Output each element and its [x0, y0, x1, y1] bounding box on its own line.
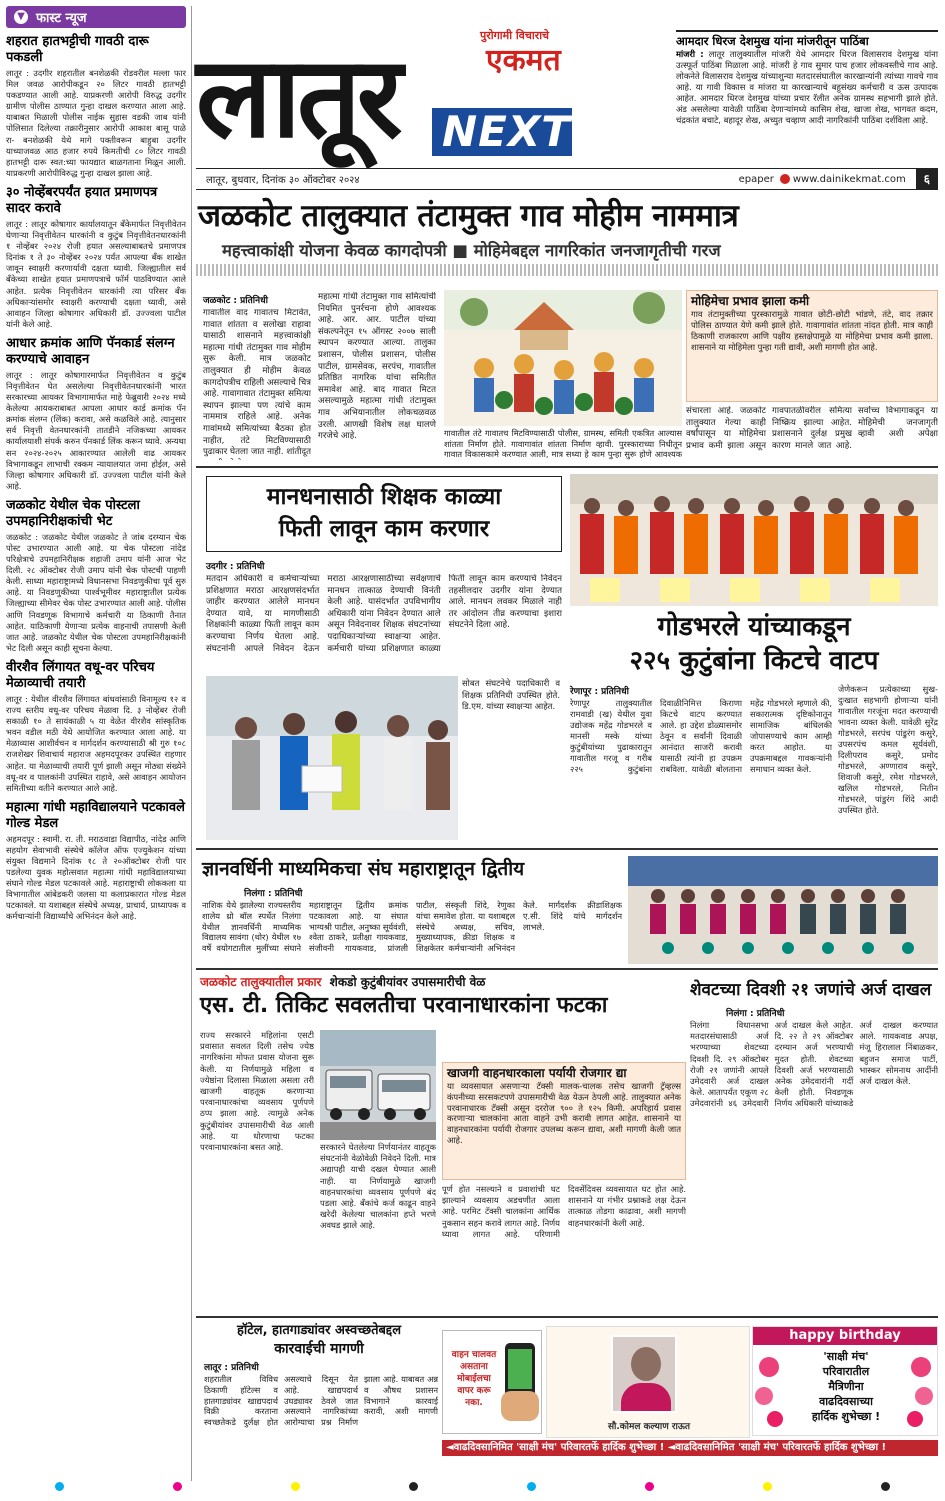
school-byline: निलंगा : प्रतिनिधी — [244, 889, 303, 899]
st-kicker-rest: शेकडो कुटुंबीयांवर उपासमारीची वेळ — [329, 975, 486, 989]
dateline: लातूर, बुधवार, दिनांक ३० ऑक्टोबर २०२४ — [206, 175, 360, 186]
group-photo — [206, 676, 458, 840]
section-rule — [196, 466, 938, 468]
hotel-headline-line1: हॉटेल, हातगाड्यांवर अस्वच्छतेबद्दल — [236, 1323, 402, 1338]
vehicles-photo — [320, 1030, 436, 1140]
kit-headline — [570, 610, 938, 678]
down-arrow-icon: ▼ — [14, 10, 28, 24]
sidebar-item-body: लातूर : लातूर कोषागार कार्यालयातून बँकेमार्फत निवृत्तीवेतन घेणाऱ्या निवृत्तीवेतन धारकांनी व कुटुंब निवृत्तीवेतनधारकांनी १ नोव्हेंबर २०२४ रोजी हयात असल्याबाबतचे प्रमाणपत्र दिनांक १ ते ३० नोव्हेंबर २०२४ पर्यंत आपल्या बँक शाखेत जावून स्वाक्षरी करणार्यावी दक्षता घ्यावी. जिल्ह्यातील सर्व बँकेच्या शाखेत हयात प्रमाणपत्राचे फॉर्म पाठविण्यात आले आहेत. प्रत्येक निवृत्तीवेतन धारकांनी त्या परिसर बँक अधिकाऱ्यांसमोर स्वाक्षरी करण्याची दक्षता घ्यावी, असे आवाहन जिल्हा कोषागार अधिकारी डॉ. उज्ज्वला पाटील यांनी केले आहे. — [6, 218, 186, 329]
lead-side-box — [686, 290, 938, 402]
masthead-next: NEXT — [432, 108, 572, 156]
page-number: ६ — [916, 169, 938, 189]
st-kicker-red: जळकोट तालुक्यातील प्रकार — [200, 975, 322, 989]
hotel-byline: लातूर : प्रतिनिधी — [204, 1363, 259, 1373]
lead-column-right: संचारला आहे. जळकोट तालुक्यात गेल्या काही वर्षांपासून या मोहिमेचा प्रभाव कमी झाला असून गावपातळीवरील समित्या निष्क्रिय झाल्या आहेत. प्रशासनाने दुर्लक्ष प्रमुख कारण मानले जात आहे. सर्वोच्च विभागाकडून या मोहिमेची जनजागृती व्हावी अशी अपेक्षा — [686, 406, 938, 451]
st-kicker — [200, 974, 600, 990]
sidebar-title: फास्ट न्यूज — [36, 11, 87, 26]
birthday-title: happy birthday — [753, 1327, 937, 1345]
section-rule — [196, 1316, 938, 1318]
sidebar-item — [6, 34, 186, 179]
st-headline: एस. टी. तिकिट सवलतीचा परवानाधारकांना फटका — [200, 993, 608, 1018]
top-box-text: लातूर तालुक्यातील मांजरी येथे आमदार धिरज विलासराव देशमुख यांना उत्स्फूर्त पाठिंबा मिळाला आहे. मांजरी हे गाव सुमार पाच हजार लोकवस्तीचे गाव आहे. लोकनेते विलासराव देशमुख यांच्याशुन्या मतदारसंघातील कारखान्यांनी त्यांच्या गावचे गाव आहे. या गावी विकास व मांजरा या कारखान्याचे बहुसंख्य कर्मचारी व ऊस उत्पादक आहेत. आमदार धिरज देशमुख यांच्या प्रचार रॅलीत अनेक ग्रामस्थ सहभागी झाले होते. अंड असलेल्या यावेळी पाठिंबा देणाऱ्यांमध्ये कासिम शेख, खाजा शेख, भागवत कदम, चंद्रकांत बचाटे, बहादूर शेख, अच्युत चव्हाण आदी नागरिकांनी पाठिंबा दर्शविला आहे. — [676, 49, 938, 125]
sidebar-item-body: अहमदपूर : स्वामी. रा. ती. मराठवाडा विद्यापीठ, नांदेड आणि सहयोग सेवाभावी संस्थेचे कॉलेज ऑफ एज्युकेशन यांच्या संयुक्त विद्यमाने दिनांक १८ ते २०ऑक्टोबर रोजी पार पडलेल्या युवक महोत्सवात महात्मा गांधी महाविद्यालयाच्या संघाने गोल्ड मेडल पटकावले आहे. महाराष्ट्राची लोककला या विभागातील आंबेडकरी जलसा या कलाप्रकारात गोल्ड मेडल पटकावले. या यशाबद्दल संस्थेचे अध्यक्ष, प्राचार्य, प्राध्यापक व कर्मचाऱ्यांनी विद्यार्थ्यांचे अभिनंदन केले आहे. — [6, 833, 186, 922]
sidebar-item-headline: शहरात हातभट्टीची गावठी दारू पकडली — [6, 34, 149, 65]
sidebar-item-headline: जळकोट येथील चेक पोस्टला उपमहानिरीक्षकांची भेट — [6, 497, 140, 529]
sidebar-item — [6, 660, 186, 794]
lead-subhead: महत्त्वाकांक्षी योजना केवळ कागदोपत्री ■ मोहिमेबद्दल नागरिकांत जनजागृतीची गरज — [222, 241, 721, 260]
sidebar-item-headline: ३० नोव्हेंबरपर्यंत हयात प्रमाणपत्र सादर करावे — [6, 184, 158, 216]
st-body-3: पूर्ण होत नसल्याने व प्रवाशांची घट झाल्याने व्यवसाय अडचणीत आला आहे. परमिट टॅक्सी चालकांना आर्थिक नुकसान सहन करावे लागत आहे. निर्णय घ्यावा लागत आहे. परिणामी दिवसेंदिवस व्यवसायात घट होत आहे. शासनाने या गंभीर प्रश्नाकडे लक्ष देऊन तात्काळ तोडगा काढावा, अशी मागणी वाहनधारकांनी केली आहे. — [442, 1184, 686, 1239]
website-link[interactable]: www.dainikekmat.com — [792, 173, 906, 185]
sidebar-news-column — [6, 28, 186, 1480]
teacher-photo — [206, 676, 458, 840]
teacher-byline: उदगीर : प्रतिनिधी — [206, 562, 265, 572]
teacher-headline-box — [206, 476, 562, 552]
last-day-body: निलंगा विधानसभा मतदारसंघासाठी अर्ज भरण्याच्या शेवटच्या दिवशी दि. २९ ऑक्टोबर रोजी २१ जणांनी आपले उमेदवारी अर्ज दाखल केले. आतापर्यंत एकूण २८ उमेदवारांनी ४६ उमेदवारी अर्ज दाखल केले आहेत. दि. २२ ते २९ ऑक्टोबर दरम्यान अर्ज भरण्याची मुदत होती. शेवटच्या दिवशी अर्ज भरण्यासाठी अनेक उमेदवारांनी गर्दी केली होती. निवडणूक निर्णय अधिकारी यांच्याकडे अर्ज दाखल करण्यात आले. गायकवाड अपक्ष, मंजू हिरालाल निंबाळकर, बहुजन समाज पार्टी, भास्कर सोमनाथ आदींनी अर्ज दाखल केले. — [690, 1020, 938, 1109]
st-alt-box — [442, 1062, 686, 1180]
birthday-line5: हार्दिक शुभेच्छा ! — [811, 1410, 881, 1423]
birthday-ad — [752, 1326, 938, 1436]
sidebar-header — [6, 6, 186, 28]
kit-headline-line2: २२५ कुटुंबांना किटचे वाटप — [629, 646, 879, 676]
hotel-body: शहरातील विविध ठिकाणी हॉटेल्स व हातगाड्यांवर खाद्यपदार्थ विक्री करताना स्वच्छतेकडे दुर्लक्ष होत असल्याचे दिसून येत आहे. खाद्यपदार्थ उघड्यावर ठेवले जात असल्याने नागरिकांच्या आरोग्याचा प्रश्न निर्माण झाला आहे. याबाबत अन्न व औषध प्रशासन विभागाने कारवाई करावी, अशी मागणी — [204, 1374, 438, 1428]
lead-rule — [196, 264, 938, 276]
epaper-label: epaper — [738, 173, 774, 185]
teacher-names: सोबत संघटनेचे पदाधिकारी व शिक्षक प्रतिनिधी उपस्थित होते. डि.एम. यांच्या स्वाक्षऱ्या आहेत. — [462, 678, 560, 712]
masthead-latur: लातूर — [196, 32, 399, 163]
sidebar-item-headline: महात्मा गांधी महाविद्यालयाने पटकावले गोल्ड मेडल — [6, 799, 185, 831]
school-headline: ज्ञानवर्धिनी माध्यमिकचा संघ महाराष्ट्रातून द्वितीय — [202, 858, 525, 880]
team-photo — [628, 856, 938, 964]
kit-headline-line1: गोडभरले यांच्याकडून — [657, 612, 851, 642]
section-rule — [196, 848, 938, 850]
st-box-title: खाजगी वाहनधारकाला पर्यायी रोजगार द्या — [447, 1066, 627, 1080]
masthead-brand: एकमत — [486, 43, 561, 78]
sidebar-item — [6, 185, 186, 330]
kit-byline: रेणापूर : प्रतिनिधी — [570, 687, 629, 697]
school-body: नाशिक येथे झालेल्या राज्यस्तरीय शालेय थ्रो बॉल स्पर्धेत निलंगा येथील ज्ञानवर्धिनी माध्यमिक विद्यालय सावंगा (थोर) येथील १७ वर्षे वयोगटातील मुलींच्या संघाने महाराष्ट्रातून द्वितीय क्रमांक पटकावला आहे. या संघात भाग्यश्री पाटील, अनुष्का सूर्यवंशी, श्वेता ठाकरे, प्रतीक्षा गायकवाड, संजीवनी गायकवाड, प्रांजली पाटील, संस्कृती शिंदे, रेणुका यांचा समावेश होता. या यशाबद्दल संस्थेचे अध्यक्ष, सचिव, मुख्याध्यापक, क्रीडा शिक्षक व शिक्षकेतर कर्मचाऱ्यांनी अभिनंदन केले. मार्गदर्शक क्रीडाशिक्षक ए.सी. शिंदे यांचे मार्गदर्शन लाभले. — [202, 900, 622, 954]
st-body-1: राज्य सरकारने महिलांना एसटी प्रवासात सवलत दिली तसेच ज्येष्ठ नागरिकांना मोफत प्रवास योजना सुरू केली. या निर्णयामुळे महिला व ज्येष्ठांना दिलासा मिळाला असला तरी खाजगी वाहतूक करणाऱ्या परवानाधारकांचा व्यवसाय पूर्णपणे ठप्प झाला आहे. त्यामुळे अनेक कुटुंबीयांवर उपासमारीची वेळ आली आहे. या धोरणाचा फटका परवानाधारकांना बसत आहे. — [200, 1030, 314, 1153]
sidebar-divider — [191, 6, 192, 1481]
kit-body: रेणापूर तालुक्यातील रामवाडी (ख) येथील युवा उद्योजक महेंद्र गोडभरले व मानसी मस्के यांच्या कुटुंबीयांच्या पुढाकारातून गावातील गरजू व गरीब २२५ कुटुंबांना दिवाळीनिमित्त किराणा किटचे वाटप करण्यात आले. हा उद्देश डोळ्यासमोर ठेवून व सर्वांनी दिवाळी आनंदात साजरी करावी यासाठी त्यांनी हा उपक्रम राबविला. यावेळी बोलताना महेंद्र गोडभरले म्हणाले की, सकारात्मक दृष्टिकोनातून सामाजिक बांधिलकी जोपासण्याचे काम आम्ही करत आहोत. या उपक्रमाबद्दल गावकऱ्यांनी समाधान व्यक्त केले. — [570, 698, 832, 774]
st-box-body: या व्यवसायात असणाऱ्या टॅक्सी मालक-चालक तसेच खाजगी ट्रॅव्हल्स कंपनीच्या सरसकटपणे उपासमारीची वेळ येऊन ठेपली आहे. तालुक्यात अनेक परवानाधारक टॅक्सी असून दररोज ९०० ते १२५ किमी. अपरिहार्य प्रवास करणाऱ्या चालकांना आता वाहने उभी करावी लागत आहेत. शासनाने या वाहनधारकांना पर्यायी रोजगार उपलब्ध करून द्यावा, अशी मागणी केली जात आहे. — [447, 1081, 681, 1145]
birthday-flower-left — [755, 1353, 783, 1433]
st-body-2: सरकारने घेतलेल्या निर्णयानंतर वाहतूक संघटनांनी वेळोवेळी निवेदने दिली. मात्र अद्यापही याची दखल घेण्यात आली नाही. या निर्णयामुळे खाजगी वाहनधारकांचा व्यवसाय पूर्णपणे बंद पडला आहे. बँकांचे कर्ज काढून वाहने खरेदी केलेल्या चालकांना हप्ते भरणे अवघड झाले आहे. — [320, 1142, 436, 1231]
ad-mobile-text: वाहन चालवत असताना मोबाईलचा वापर करू नका. — [451, 1350, 497, 1408]
top-box-place: मांजरी : — [676, 49, 704, 59]
mobile-safety-ad — [442, 1330, 542, 1434]
lead-column-2: महात्मा गांधी तंटामुक्त गाव समित्यांची नियमित पुनर्रचना होणे आवश्यक आहे. आर. आर. पाटील यांच्या संकल्पनेतून १५ ऑगस्ट २००७ साली स्थापन करण्यात आल्या. तालुका प्रशासन, पोलीस प्रशासन, पोलीस पाटील, ग्रामसेवक, सरपंच, गावातील प्रतिष्ठित नागरिक यांचा समितीत समावेश आहे. बाद गावात मिटत असल्यामुळे महात्मा गांधी तंटामुक्त गाव अभियानातील लोकचळवळ उरली. आणखी विशेष लक्ष घालणे गरजेचे आहे. — [318, 292, 436, 442]
lead-column-1: गावातील वाद गावातच मिटावेत, गावात शांतता व सलोखा राहावा यासाठी शासनाने महत्त्वाकांक्षी महात्मा गांधी तंटामुक्त गाव मोहीम सुरू केली. मात्र जळकोट तालुक्यात ही मोहीम केवळ कागदोपत्रीच राहिली असल्याचे चित्र आहे. गावागावात तंटामुक्त समित्या स्थापन झाल्या पण त्यांचे काम नाममात्र राहिले आहे. अनेक गावांमध्ये समित्यांच्या बैठका होत नाहीत, तंटे मिटविण्यासाठी पुढाकार घेतला जात नाही. शांतीदूत — [203, 308, 311, 458]
lead-box-title: मोहिमेचा प्रभाव झाला कमी — [691, 294, 810, 308]
lead-byline: जळकोट : प्रतिनिधी — [203, 296, 268, 306]
hand-icon — [501, 1391, 539, 1421]
kit-photo — [570, 474, 938, 606]
st-bus-photo — [320, 1030, 436, 1140]
sidebar-item-body: लातूर : उदगीर शहरातील बनशेळकी रोडवरील मल्ला फार मिल जवळ आरोपीकडून २० लिटर गावठी हातभट्टी पकडण्यात आली आहे. याप्रकरणी आरोपी विरुद्ध उदगीर ग्रामीण पोलीस ठाण्यात गुन्हा दाखल करण्यात आला आहे. याबाबत मिळाली पोलीस नाईक सुहास वडकी जाब यांनी पोलिसात दिलेल्या तक्रारीनुसार आरोपी आकाश बासू पाळे रा- बनशेळकी येथे मागे पक्तीवरून बाहुबा उदगीर याच्याजवळ आठ हजार रुपये किमतीची ८० लिटर गावठी हातभट्टी दारू स्वत:च्या फायद्यात बाळगताना मिळून आली. याप्रकरणी आरोपीविरुद्ध गुन्हा दाखल झाला आहे. — [6, 68, 186, 178]
hotel-headline — [200, 1322, 438, 1358]
lead-illustration — [444, 290, 682, 426]
teacher-body: मतदान अधिकारी व कर्मचाऱ्यांच्या प्रशिक्षणात मराठा आरक्षणसंदर्भात जाहीर करण्यात आलेले मानधन देण्यात यावे, या मागणीसाठी शिक्षकांनी काळ्या फिती लावून काम करण्याचा निर्णय घेतला आहे. संघटनांनी आपले निवेदन देऊन मराठा आरक्षणासाठीच्या सर्वेक्षणाचे मानधन तात्काळ देण्याची विनंती केली आहे. यासंदर्भात उपविभागीय अधिकारी यांना निवेदन देण्यात आले असून निवेदनावर शिक्षक संघटनांच्या पदाधिकाऱ्यांच्या स्वाक्षऱ्या आहेत. कर्मचारी यांच्या प्रशिक्षणात काळ्या फिती लावून काम करण्याचे निवेदन तहसीलदार उदगीर यांना देण्यात आले. मानधन लवकर मिळाले नाही तर आंदोलन तीव्र करण्याचा इशारा संघटनेने दिला आहे. — [206, 574, 562, 654]
top-box-headline: आमदार धिरज देशमुख यांना मांजरीतून पाठिंबा — [676, 34, 869, 48]
sidebar-item-body: लातूर : लातूर कोषागारमार्फत निवृत्तीवेतन व कुटुंब निवृत्तीवेतन घेत असलेल्या निवृत्तीवेतनधारकांनी भारत सरकारच्या आयकर विभागामार्फत माहे फेब्रुवारी २०२४ मध्ये केलेल्या आयकराबाबत आपला आधार कार्ड क्रमांक पॅन क्रमांक संलग्न (लिंक) करावा, असे कळविले आहे. त्यानुसार सर्व निवृत्ती वेतनधारकांनी तातडीने नजिकच्या आयकर कार्यालयाशी संपर्क करुन पॅनकार्ड लिंक करून घ्यावे. अन्यथा सन २०२४-२०२५ आकारण्यात आलेली वाढ आयकर विभागाकडून लाभाची रक्कम न्यायालयात जमा होईल, असे जिल्हा कोषागार अधिकारी डॉ. उज्ज्वला पाटील यांनी केले आहे. — [6, 369, 186, 491]
globe-icon — [780, 174, 790, 184]
birthday-line1: 'साक्षी मंच' — [823, 1350, 869, 1363]
hotel-headline-line2: कारवाईची मागणी — [274, 1341, 364, 1357]
bottom-ticker: ◄वाढदिवसानिमित 'साक्षी मंच' परिवारतर्फे हार्दिक शुभेच्छा ! ◄वाढदिवसानिमित 'साक्षी मंच' परिवारतर्फे हार्दिक शुभेच्छा ! — [442, 1440, 938, 1456]
birthday-line2: परिवारातील — [822, 1365, 870, 1378]
sidebar-item-headline: वीरशैव लिंगायत वधू-वर परिचय मेळाव्याची तयारी — [6, 659, 155, 691]
section-rule — [196, 968, 938, 970]
kit-distribution-photo — [570, 474, 938, 606]
dateline-bar — [196, 168, 938, 190]
top-box-body — [676, 49, 938, 167]
birthday-line4: वाढदिवसाच्या — [819, 1395, 873, 1408]
lead-box-body: गाव तंटामुक्तीच्या पुरस्कारामुळे गावात छोटी-छोटी भांडणे, तंटे, वाद तक्रार पोलिस ठाण्यात येणे कमी झाले होते. गावागावांत शांतता नांदत होती. मात्र काही ठिकाणी राजकारण आणि पक्षीय हस्तक्षेपामुळे या मोहिमेचा प्रभाव कमी झाला. शासनाने या मोहिमेला पुन्हा गती द्यावी, अशी मागणी होत आहे. — [691, 309, 933, 352]
sidebar-item — [6, 498, 186, 654]
village-crowd-illustration — [444, 290, 682, 426]
person-avatar — [611, 1335, 677, 1413]
sidebar-item — [6, 800, 186, 923]
birthday-line3: मैत्रिणीना — [828, 1380, 864, 1393]
teacher-headline-line1: मानधनासाठी शिक्षक काळ्या — [266, 484, 502, 510]
lead-headline: जळकोट तालुक्यात तंटामुक्त गाव मोहीम नाममात्र — [198, 198, 739, 234]
kit-body-2: जेणेकरून प्रत्येकाच्या सुख-दुःखात सहभागी होणाऱ्या यांनी गावातील गरजूंना मदत करण्याची भावना व्यक्त केली. यावेळी सुरेंद्र गोडभरले, सरपंच पांडुरंग कसुरे, उपसरपंच कमल सूर्यवंशी, दिलीपराव कसुरे, प्रमोद गोडभरले, अण्णाराव कसुरे, शिवाजी कसुरे, रमेश गोडभरले, खलिल गोडभरले, नितीन गोडभरले, पांडुरंग शिंदे आदी उपस्थित होते. — [838, 684, 938, 815]
print-color-bar — [0, 1480, 945, 1492]
lead-caption-text: गावातील तंटे गावातच मिटविण्यासाठी पोलीस, ग्रामस्थ, समिती एकत्रित आल्यास शांतता निर्माण होते. गावागावांत शांतता निर्माण व्हावी. पुरस्काराच्या निधीतून गावात विकासकामे करण्यात आली, मात्र सध्या हे काम पुन्हा सुरू होणे आवश्यक — [444, 428, 682, 459]
top-right-news-box — [676, 30, 938, 168]
person-name: सौ.कोमल कल्याण राऊत — [607, 1422, 691, 1432]
last-day-byline: निलंगा : प्रतिनिधी — [726, 1009, 785, 1019]
sidebar-item-body: जळकोट : जळकोट येथील जळकोट ते जांब दरम्यान चेक पोस्ट उभारण्यात आली आहे. या चेक पोस्टला नांदेड परिक्षेत्राचे उपमहानिरीक्षक शहाजी उमाप यांनी आज भेट दिली. २८ ऑक्टोबर रोजी उमाप यांनी चेक पोस्टची पाहणी केली. साध्या महाराष्ट्रामध्ये विधानसभा निवडणुकीचा पूर्व सुरु आहे. या निवडणुकीच्या पार्श्वभूमीवर महाराष्ट्रातील प्रत्येक जिल्ह्याच्या सीमेवर चेक पोस्ट उभारण्यात आली आहे. पोलीस आणि निवडणूक विभागाचे कर्मचारी या ठिकाणी तैनात आहेत. याठिकाणी येणाऱ्या प्रत्येक वाहनाची तपासणी केली जात आहे. जळकोट येथील चेक पोस्टला उपमहानिरीक्षकांनी भेट दिली असून काही सूचना केल्या. — [6, 531, 186, 653]
teacher-headline-line2: फिती लावून काम करणार — [278, 516, 490, 542]
sidebar-item-body: लातूर : येथील वीरशैव लिंगायत बांधवांसाठी विनामूल्य १२ व राज्य स्तरीय वधू-वर परिचय मेळावा दि. ३ नोव्हेंबर रोजी सकाळी १० ते सायंकाळी ५ या वेळेत वीरशैव सांस्कृतिक भवन वडील मठी येथे आयोजित करण्यात आला आहे. या मेळाव्यास आशीर्वचन व मार्गदर्शन करण्यासाठी श्री गुरु १०८ राजशेखर शिवाचार्य महाराज अहमदपूरकर उपस्थित राहणार आहेत. या मेळाव्याची तयारी पूर्ण झाली असून मोठ्या संख्येने वधू-वर व पालकांनी उपस्थित राहावे, असे आवाहन आयोजन समितीच्या वतीने करण्यात आले आहे. — [6, 693, 186, 793]
sidebar-item — [6, 336, 186, 492]
school-team-photo — [628, 856, 938, 964]
sidebar-item-headline: आधार क्रमांक आणि पॅनकार्ड संलग्न करण्याचे आवाहन — [6, 335, 175, 367]
birthday-flower-right — [907, 1353, 935, 1433]
last-day-headline: शेवटच्या दिवशी २१ जणांचे अर्ज दाखल — [690, 980, 932, 1000]
person-ad — [546, 1326, 750, 1438]
masthead-tagline: पुरोगामी विचाराचे — [480, 29, 550, 42]
